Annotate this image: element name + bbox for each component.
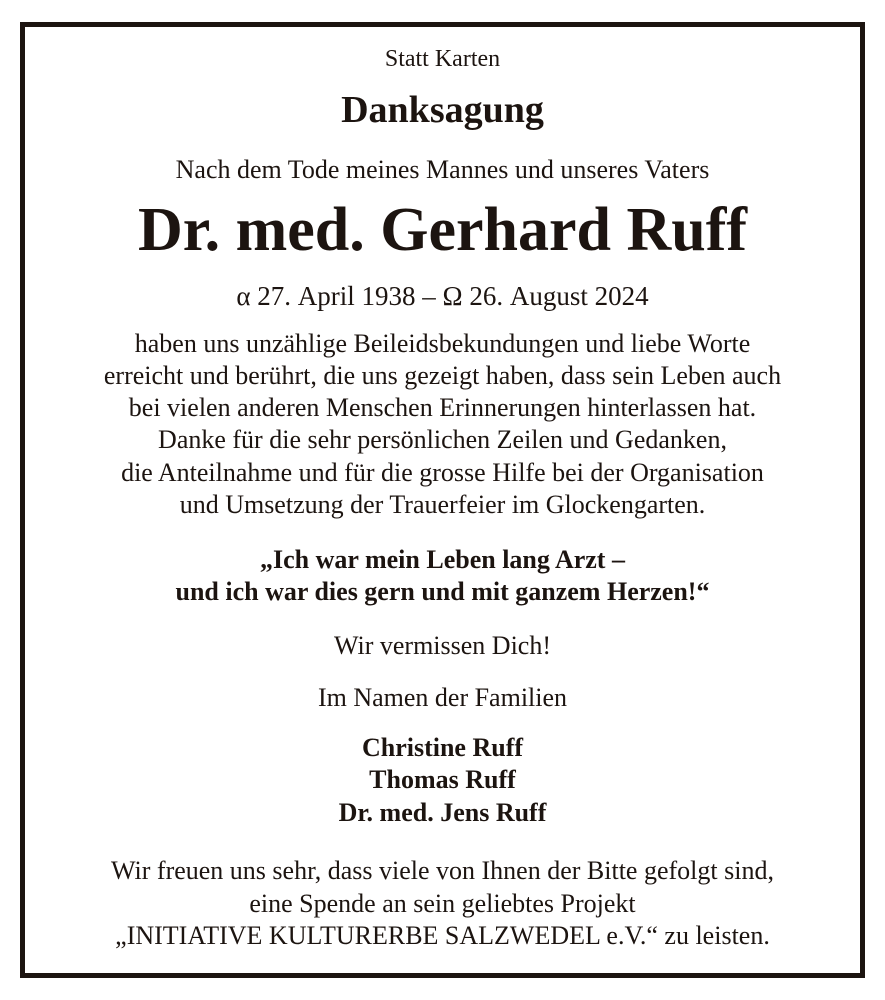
quote-line: und ich war dies gern und mit ganzem Herzen!“: [175, 577, 710, 606]
body-line: Danke für die sehr persönlichen Zeilen und Gedanken,: [158, 425, 727, 454]
family-intro: Im Namen der Familien: [317, 683, 568, 712]
statt-karten: Statt Karten: [384, 46, 501, 72]
signatory-name: Dr. med. Jens Ruff: [338, 798, 547, 827]
signatory-name: Thomas Ruff: [369, 765, 516, 794]
deceased-name: Dr. med. Gerhard Ruff: [137, 196, 748, 264]
body-line: bei vielen anderen Menschen Erinnerungen hinterlassen hat.: [128, 393, 757, 422]
donation-line: „INITIATIVE KULTURERBE SALZWEDEL e.V.“ zu leisten.: [115, 921, 770, 950]
body-line: haben uns unzählige Beileidsbekundungen und liebe Worte: [134, 329, 751, 358]
body-line: die Anteilnahme und für die grosse Hilfe bei der Organisation: [121, 458, 764, 487]
miss-you-text: Wir vermissen Dich!: [333, 631, 551, 660]
quote-line: „Ich war mein Leben lang Arzt –: [260, 545, 625, 574]
signatory-name: Christine Ruff: [361, 733, 524, 762]
life-dates: α 27. April 1938 – Ω 26. August 2024: [236, 281, 649, 311]
body-line: erreicht und berührt, die uns gezeigt haben, dass sein Leben auch: [103, 361, 782, 390]
intro-text: Nach dem Tode meines Mannes und unseres Vaters: [175, 155, 710, 184]
donation-line: Wir freuen uns sehr, dass viele von Ihnen der Bitte gefolgt sind,: [111, 856, 774, 885]
notice-title: Danksagung: [341, 89, 544, 131]
donation-line: eine Spende an sein geliebtes Projekt: [249, 889, 636, 918]
body-line: und Umsetzung der Trauerfeier im Glockengarten.: [179, 490, 706, 519]
